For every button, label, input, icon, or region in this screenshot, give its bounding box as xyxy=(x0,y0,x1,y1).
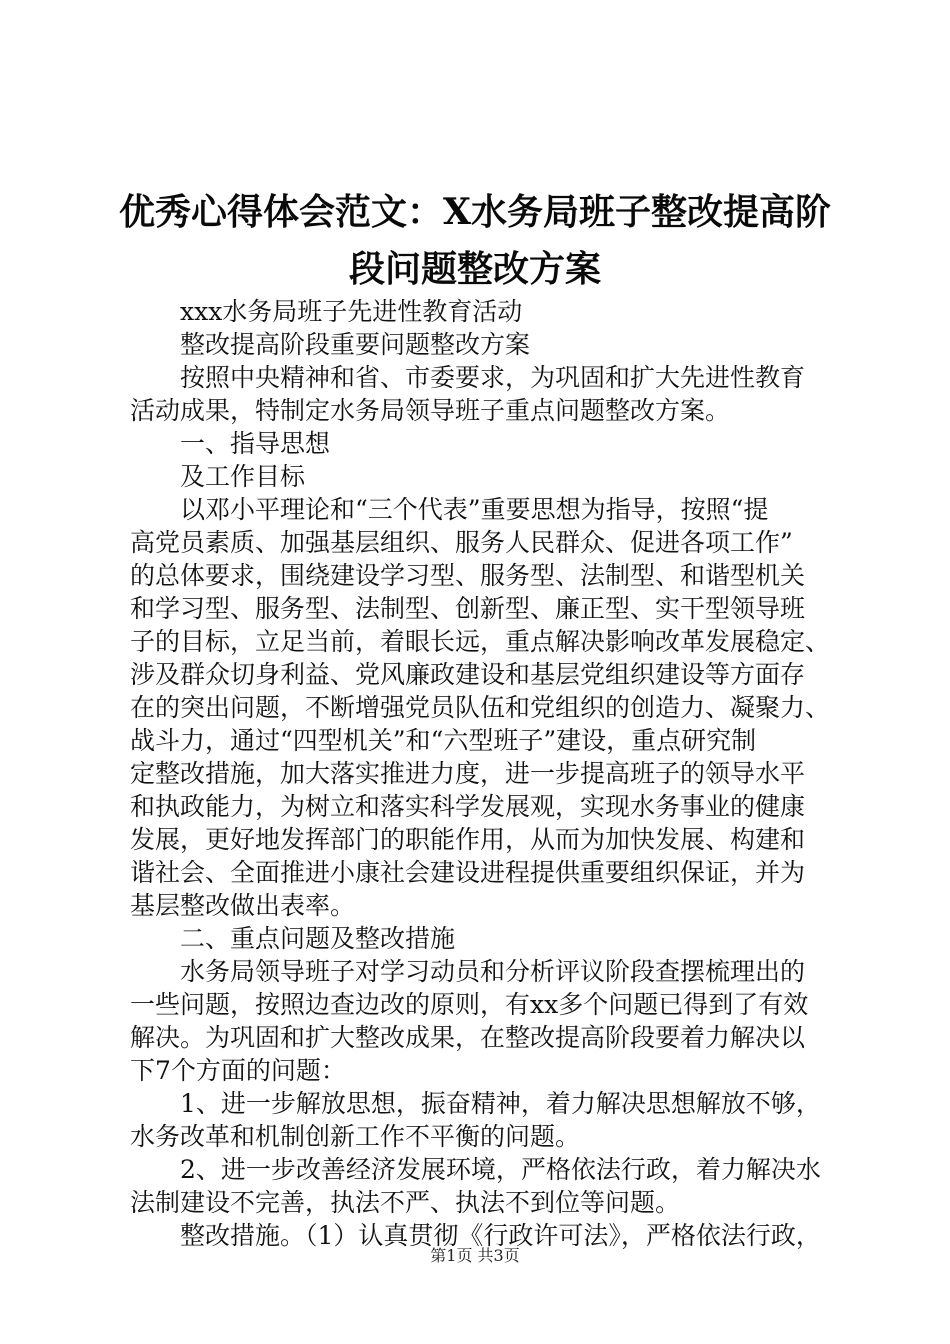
body-line: 定整改措施，加大落实推进力度，进一步提高班子的领导水平 xyxy=(130,759,806,788)
body-line: 1、进一步解放思想，振奋精神，着力解决思想解放不够， xyxy=(180,1089,821,1118)
body-line: 发展，更好地发挥部门的职能作用，从而为加快发展、构建和 xyxy=(130,825,806,854)
body-line: 涉及群众切身利益、党风廉政建设和基层党组织建设等方面存 xyxy=(130,660,806,689)
body-line: 按照中央精神和省、市委要求，为巩固和扩大先进性教育 xyxy=(180,363,806,392)
body-line: xxx水务局班子先进性教育活动 xyxy=(180,297,523,326)
body-line: 一些问题，按照边查边改的原则，有xx多个问题已得到了有效 xyxy=(130,990,809,1019)
body-line: 法制建设不完善，执法不严、执法不到位等问题。 xyxy=(130,1188,681,1217)
body-line: 和执政能力，为树立和落实科学发展观，实现水务事业的健康 xyxy=(130,792,806,821)
body-line: 谐社会、全面推进小康社会建设进程提供重要组织保证，并为 xyxy=(130,858,806,887)
document-title-line-2: 段问题整改方案 xyxy=(348,248,601,290)
section-heading: 及工作目标 xyxy=(180,462,306,491)
section-heading: 一、指导思想 xyxy=(180,429,331,458)
body-line: 下7个方面的问题： xyxy=(130,1056,346,1085)
body-line: 整改措施。（1）认真贯彻《行政许可法》，严格依法行政， xyxy=(180,1221,821,1250)
body-line: 基层整改做出表率。 xyxy=(130,891,356,920)
body-line: 在的突出问题，不断增强党员队伍和党组织的创造力、凝聚力、 xyxy=(130,693,830,722)
body-line: 的总体要求，围绕建设学习型、服务型、法制型、和谐型机关 xyxy=(130,561,806,590)
document-body xyxy=(130,295,830,1252)
body-line: 和学习型、服务型、法制型、创新型、廉正型、实干型领导班 xyxy=(130,594,806,623)
body-line: 水务局领导班子对学习动员和分析评议阶段查摆梳理出的 xyxy=(180,957,806,986)
body-line: 战斗力，通过“四型机关”和“六型班子”建设，重点研究制 xyxy=(130,726,757,755)
section-heading: 二、重点问题及整改措施 xyxy=(180,924,456,953)
body-line: 高党员素质、加强基层组织、服务人民群众、促进各项工作” xyxy=(130,528,793,557)
page-footer: 第1页 共3页 xyxy=(430,1246,520,1265)
body-line: 整改提高阶段重要问题整改方案 xyxy=(180,330,531,359)
body-line: 水务改革和机制创新工作不平衡的问题。 xyxy=(130,1122,581,1151)
body-line: 活动成果，特制定水务局领导班子重点问题整改方案。 xyxy=(130,396,731,425)
document-title-line-1: 优秀心得体会范文：X水务局班子整改提高阶 xyxy=(119,191,831,233)
body-line: 子的目标，立足当前，着眼长远，重点解决影响改革发展稳定、 xyxy=(130,627,830,656)
body-line: 以邓小平理论和“三个代表”重要思想为指导，按照“提 xyxy=(180,495,769,524)
body-line: 2、进一步改善经济发展环境，严格依法行政，着力解决水 xyxy=(180,1155,821,1184)
body-line: 解决。为巩固和扩大整改成果，在整改提高阶段要着力解决以 xyxy=(130,1023,806,1052)
